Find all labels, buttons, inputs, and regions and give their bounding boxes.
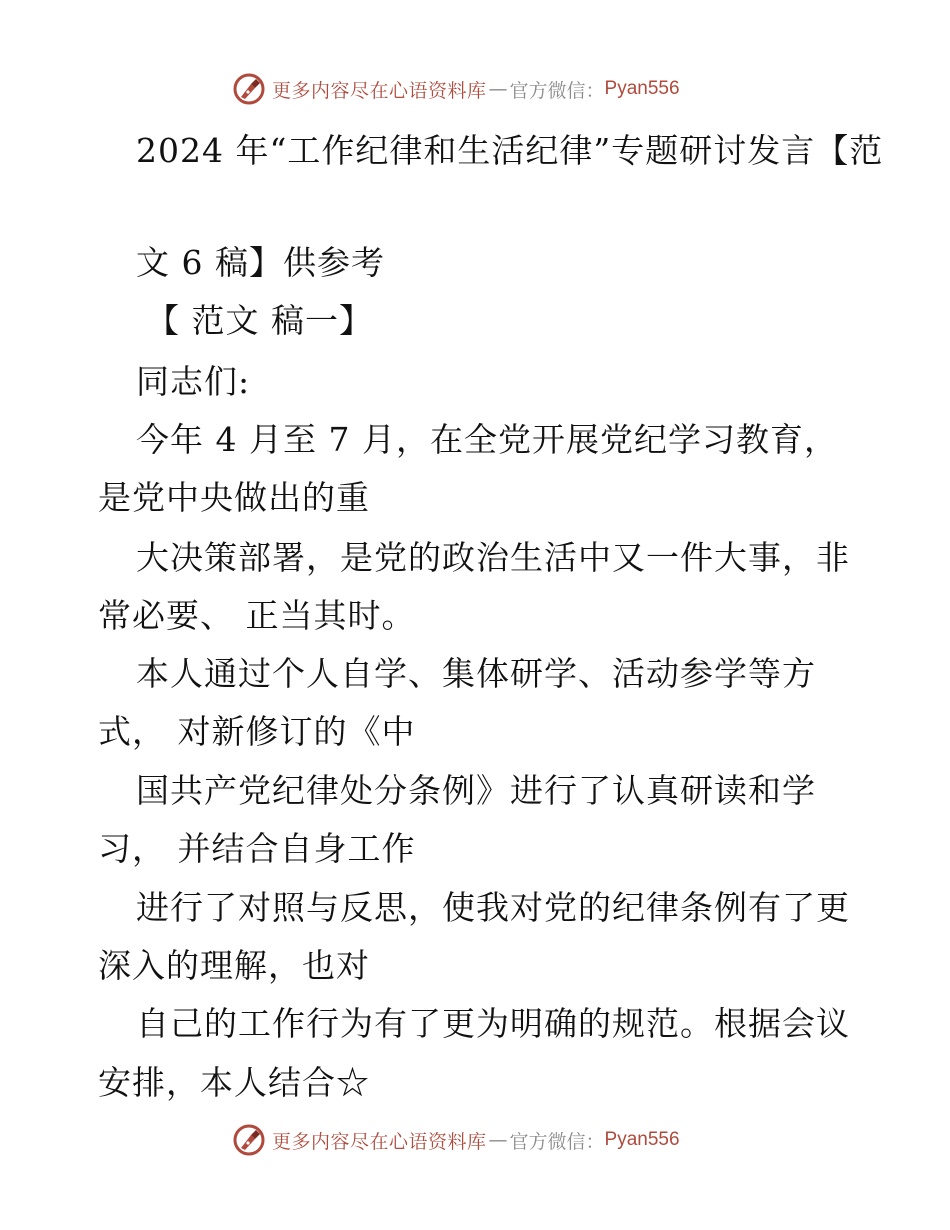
body-line: 进行了对照与反思，使我对党的纪律条例有了更 (136, 888, 850, 927)
banner-dash: — (488, 1129, 508, 1151)
document-title-line-1: 2024 年“工作纪律和生活纪律”专题研讨发言【范 (136, 131, 884, 170)
body-line: 式， 对新修订的《中 (98, 712, 416, 751)
banner-wechat-label: 官方微信： (509, 79, 605, 102)
pen-nib-logo-icon (232, 72, 266, 106)
banner-wechat-label: 官方微信： (509, 1130, 605, 1153)
body-line: 习， 并结合自身工作 (98, 829, 416, 868)
body-line: 国共产党纪律处分条例》进行了认真研读和学 (136, 771, 816, 810)
banner-dash: — (488, 78, 508, 100)
banner-text: 更多内容尽在心语资料库 (272, 79, 487, 102)
document-title-line-2: 文 6 稿】供参考 (136, 243, 385, 282)
body-line: 深入的理解，也对 (98, 946, 370, 985)
header-watermark-banner (232, 72, 680, 106)
pen-nib-logo-icon (232, 1123, 266, 1157)
body-line: 自己的工作行为有了更为明确的规范。根据会议 (136, 1004, 850, 1043)
banner-text: 更多内容尽在心语资料库 (272, 1130, 487, 1153)
body-line: 大决策部署，是党的政治生活中又一件大事，非 (136, 538, 850, 577)
body-line: 常必要、 正当其时。 (98, 596, 416, 635)
salutation: 同志们: (136, 362, 251, 401)
banner-wechat-id: Pyan556 (604, 1129, 680, 1150)
body-line: 安排，本人结合☆ (98, 1063, 370, 1102)
document-subheading: 【 范文 稿一】 (146, 301, 373, 340)
footer-watermark-banner (232, 1123, 680, 1157)
body-line: 本人通过个人自学、集体研学、活动参学等方 (136, 654, 816, 693)
banner-wechat-id: Pyan556 (604, 78, 680, 99)
body-line: 是党中央做出的重 (98, 478, 370, 517)
body-line: 今年 4 月至 7 月，在全党开展党纪学习教育， (136, 420, 838, 459)
